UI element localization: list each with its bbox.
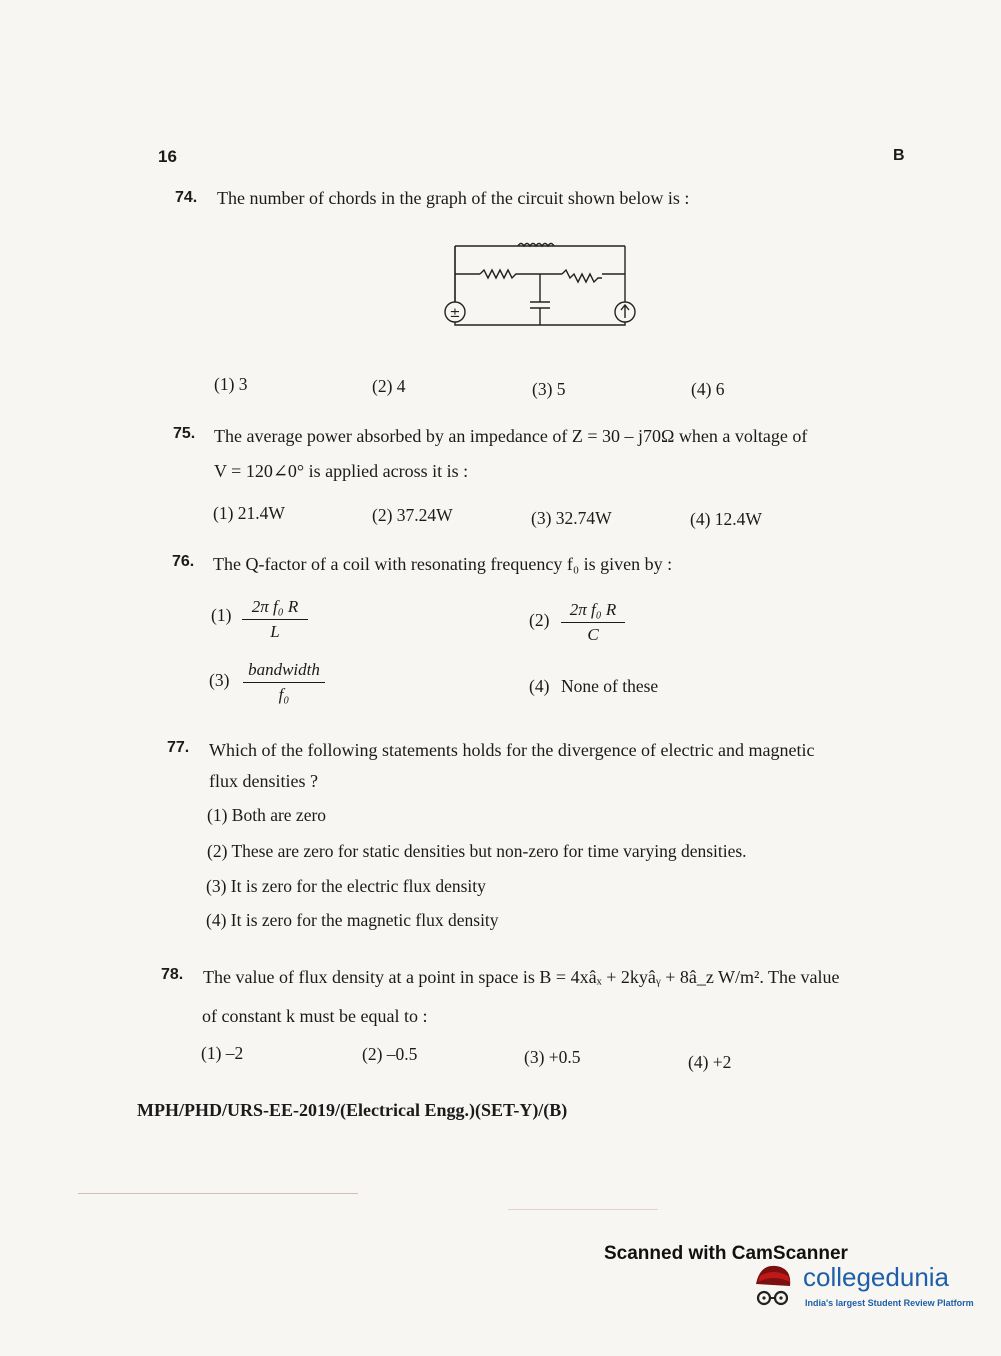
option-2: (2) These are zero for static densities but non-zero for time varying densities. <box>207 841 747 861</box>
scan-mark-line <box>78 1193 358 1194</box>
question-number: 76. <box>172 553 195 570</box>
inductor <box>518 244 554 247</box>
option-4: (4) It is zero for the magnetic flux density <box>206 910 499 930</box>
numerator: 2π f₀ R <box>242 597 308 620</box>
question-text-line-2: flux densities ? <box>209 771 318 791</box>
denominator: C <box>587 625 599 644</box>
option-3-label: (3) <box>209 670 230 690</box>
option-1: (1) Both are zero <box>207 805 327 825</box>
option-4: (4) 12.4W <box>690 509 762 529</box>
option-2: (2) 37.24W <box>372 505 453 525</box>
paper-code-footer: MPH/PHD/URS-EE-2019/(Electrical Engg.)(SET-Y)/(B) <box>137 1100 568 1120</box>
option-3: (3) 5 <box>532 379 566 399</box>
question-number: 78. <box>161 966 184 983</box>
circuit-diagram <box>440 238 640 328</box>
collegedunia-mascot-icon <box>748 1262 800 1312</box>
option-4-text: None of these <box>561 676 659 696</box>
option-3-fraction <box>243 660 325 705</box>
question-text-line-1: The average power absorbed by an impedance of Z = 30 – j70Ω when a voltage of <box>214 426 808 446</box>
resistor-left <box>480 270 520 278</box>
resistor-right <box>562 270 602 282</box>
question-number: 77. <box>167 739 190 756</box>
option-1: (1) –2 <box>201 1043 244 1063</box>
collegedunia-logo-text: collegedunia <box>803 1262 950 1292</box>
question-text: The number of chords in the graph of the circuit shown below is : <box>217 188 690 208</box>
option-1: (1) 3 <box>214 374 248 394</box>
question-number: 74. <box>175 189 198 206</box>
option-3: (3) It is zero for the electric flux density <box>206 876 486 896</box>
option-4: (4) +2 <box>688 1052 732 1072</box>
option-3: (3) 32.74W <box>531 508 612 528</box>
question-text-line-1: Which of the following statements holds for the divergence of electric and magnetic <box>209 740 815 760</box>
capacitor-branch <box>530 274 550 325</box>
option-2-label: (2) <box>529 610 550 630</box>
denominator: f₀ <box>278 685 290 704</box>
scan-mark-line <box>508 1209 658 1210</box>
numerator: bandwidth <box>243 660 325 683</box>
svg-text:±: ± <box>449 306 461 321</box>
collegedunia-tagline: India's largest Student Review Platform <box>805 1298 974 1308</box>
option-4-label: (4) <box>529 676 550 696</box>
option-3: (3) +0.5 <box>524 1047 581 1067</box>
option-1: (1) 21.4W <box>213 503 285 523</box>
option-4: (4) 6 <box>691 379 725 399</box>
option-1-label: (1) <box>211 605 232 625</box>
option-1-fraction <box>242 597 308 642</box>
numerator: 2π f₀ R <box>561 600 625 623</box>
set-code: B <box>893 147 905 164</box>
option-2-fraction <box>561 600 625 645</box>
question-text: The Q-factor of a coil with resonating frequency f₀ is given by : <box>213 554 673 574</box>
option-2: (2) –0.5 <box>362 1044 418 1064</box>
option-2: (2) 4 <box>372 376 406 396</box>
page-number: 16 <box>158 147 177 166</box>
question-text-line-2: of constant k must be equal to : <box>202 1006 428 1026</box>
denominator: L <box>270 622 280 641</box>
scanned-with-label: Scanned with CamScanner <box>604 1243 848 1264</box>
question-text-line-1: The value of flux density at a point in space is B = 4xâₓ + 2kyâᵧ + 8â_z W/m². The value <box>203 967 840 987</box>
question-number: 75. <box>173 425 196 442</box>
question-text-line-2: V = 120∠0° is applied across it is : <box>214 461 469 481</box>
